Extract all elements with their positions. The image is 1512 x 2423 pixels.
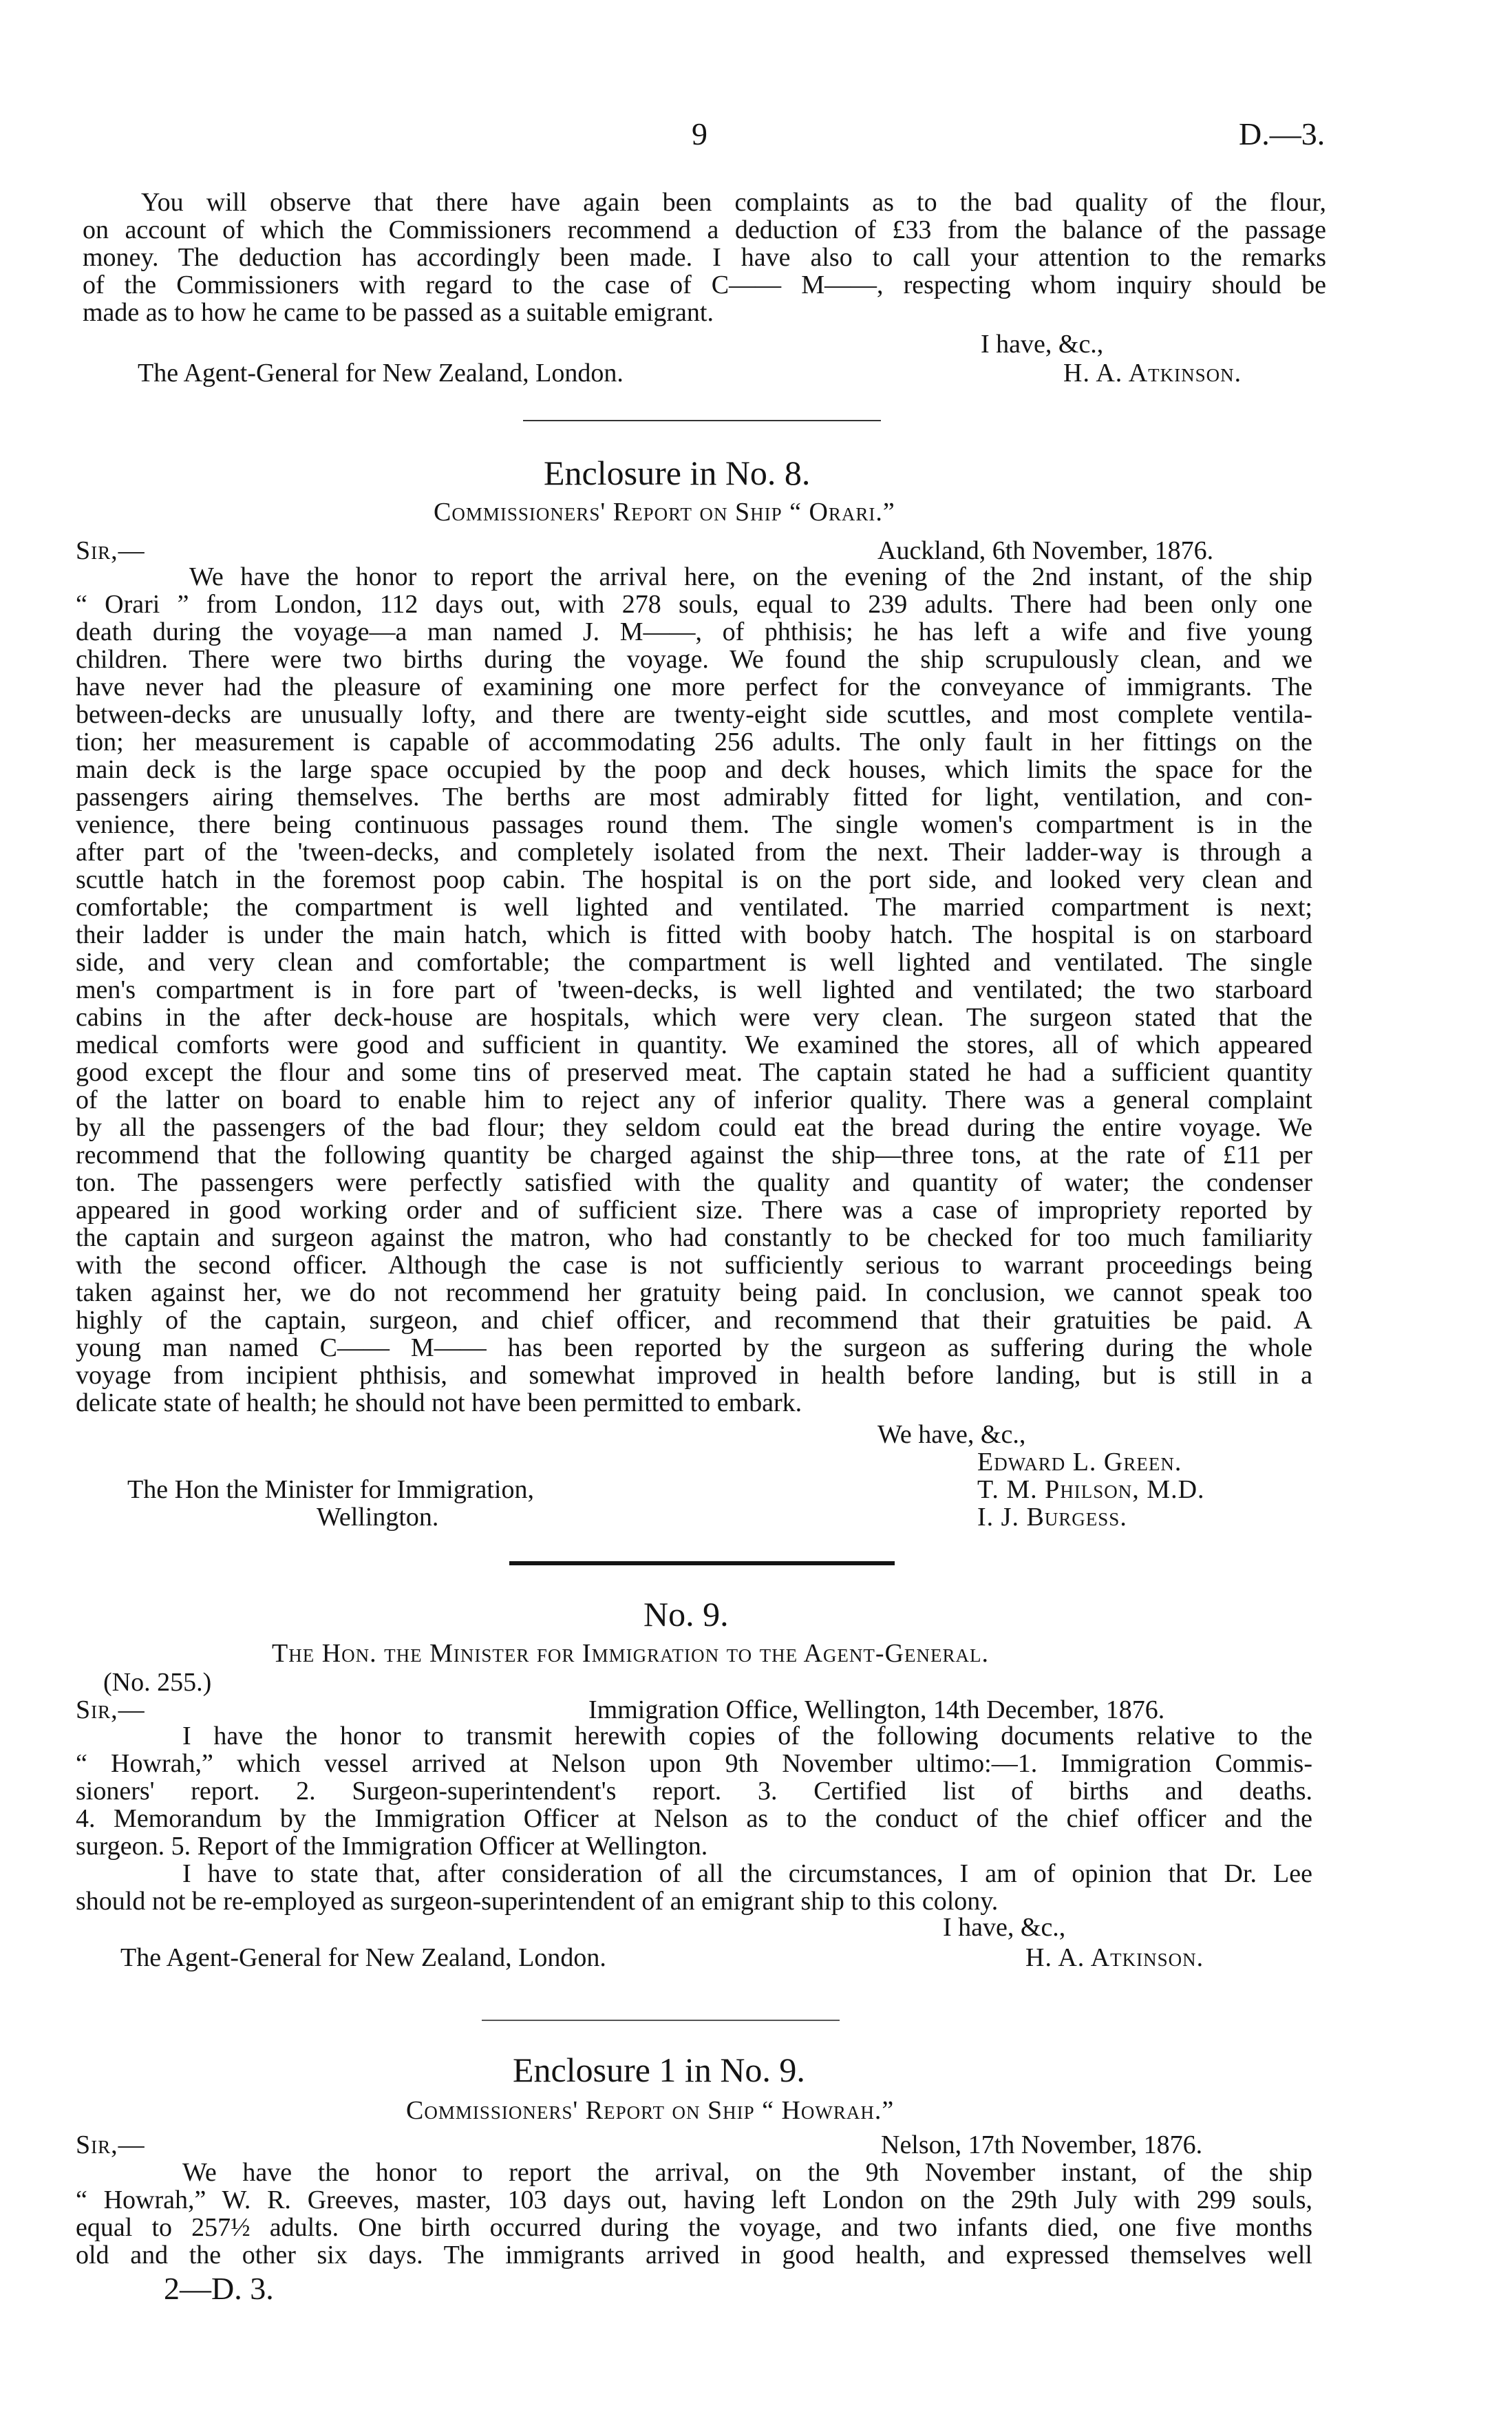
letter-addressee: The Agent-General for New Zealand, London.	[120, 1943, 606, 1972]
body-line: should not be re-employed as surgeon-superintendent of an emigrant ship to this colony.	[76, 1887, 999, 1916]
letter-closing: I have, &c.,	[981, 330, 1104, 359]
letter-addressee: The Agent-General for New Zealand, London.	[138, 359, 624, 388]
letter-addressee: The Hon the Minister for Immigration,	[127, 1475, 534, 1504]
body-line: equal to 257½ adults. One birth occurred during the voyage, and two infants died, one five months	[76, 2213, 1312, 2242]
section-heading: Enclosure in No. 8.	[544, 454, 811, 492]
body-line: death during the voyage—a man named J. M——, of phthisis; he has left a wife and five young	[76, 617, 1312, 646]
body-line: medical comforts were good and sufficient in quantity. We examined the stores, all of which appeared	[76, 1030, 1312, 1059]
body-line: of the latter on board to enable him to reject any of inferior quality. There was a general complaint	[76, 1086, 1312, 1114]
body-line: We have the honor to report the arrival, on the 9th November instant, of the ship	[182, 2158, 1312, 2187]
body-line: 4. Memorandum by the Immigration Officer at Nelson as to the conduct of the chief officer and the	[76, 1804, 1312, 1833]
body-line: between-decks are unusually lofty, and there are twenty-eight side scuttles, and most complete ventila-	[76, 700, 1312, 729]
body-line: “ Howrah,” which vessel arrived at Nelson upon 9th November ultimo:—1. Immigration Commis-	[76, 1749, 1312, 1778]
place-date: Nelson, 17th November, 1876.	[881, 2130, 1203, 2159]
body-line: ton. The passengers were perfectly satisfied with the quality and quantity of water; the condenser	[76, 1168, 1312, 1197]
body-line: I have the honor to transmit herewith copies of the following documents relative to the	[182, 1722, 1312, 1750]
body-line: recommend that the following quantity be charged against the ship—three tons, at the rate of £11 per	[76, 1141, 1312, 1170]
body-line: old and the other six days. The immigrants arrived in good health, and expressed themselves well	[76, 2241, 1312, 2269]
letter-closing: I have, &c.,	[943, 1913, 1066, 1942]
body-line: with the second officer. Although the case is not sufficiently serious to warrant proceedings being	[76, 1251, 1312, 1280]
signatory: Edward L. Green.	[977, 1448, 1182, 1477]
body-line: “ Howrah,” W. R. Greeves, master, 103 days out, having left London on the 29th July with 299 souls,	[76, 2186, 1312, 2214]
body-line: “ Orari ” from London, 112 days out, with 278 souls, equal to 239 adults. There had been only one	[76, 590, 1312, 619]
body-line: taken against her, we do not recommend her gratuity being paid. In conclusion, we cannot speak too	[76, 1278, 1312, 1307]
body-line: I have to state that, after consideration of all the circumstances, I am of opinion that Dr. Lee	[182, 1859, 1312, 1888]
section-subtitle: Commissioners' Report on Ship “ Orari.”	[434, 498, 895, 527]
body-line: delicate state of health; he should not have been permitted to embark.	[76, 1388, 802, 1417]
salutation: Sir,—	[76, 2130, 145, 2159]
place-date: Auckland, 6th November, 1876.	[877, 536, 1214, 565]
body-line: appeared in good working order and of sufficient size. There was a case of impropriety reported by	[76, 1196, 1312, 1225]
place-date: Immigration Office, Wellington, 14th December, 1876.	[588, 1695, 1165, 1724]
body-line: voyage from incipient phthisis, and somewhat improved in health before landing, but is still in a	[76, 1361, 1312, 1390]
body-line: passengers airing themselves. The berths are most admirably fitted for light, ventilation, and con-	[76, 783, 1312, 812]
section-divider	[509, 1561, 895, 1565]
body-line: children. There were two births during the voyage. We found the ship scrupulously clean, and we	[76, 645, 1312, 674]
body-line: after part of the 'tween-decks, and completely isolated from the next. Their ladder-way is through a	[76, 838, 1312, 867]
letter-signature: H. A. Atkinson.	[1063, 359, 1242, 388]
section-divider	[482, 2020, 840, 2021]
document-reference: D.—3.	[1239, 116, 1325, 151]
body-line: highly of the captain, surgeon, and chief officer, and recommend that their gratuities be paid. A	[76, 1306, 1312, 1335]
body-line: good except the flour and some tins of preserved meat. The captain stated he had a sufficient quantity	[76, 1058, 1312, 1087]
signatory: T. M. Philson, M.D.	[977, 1475, 1205, 1504]
page-number: 9	[692, 116, 707, 151]
body-line: sioners' report. 2. Surgeon-superintendent's report. 3. Certified list of births and deaths.	[76, 1777, 1312, 1806]
letter-signature: H. A. Atkinson.	[1025, 1943, 1204, 1972]
document-reference-number: (No. 255.)	[103, 1668, 212, 1697]
body-line: men's compartment is in fore part of 'tween-decks, is well lighted and ventilated; the two starboard	[76, 975, 1312, 1004]
signatory: I. J. Burgess.	[977, 1503, 1127, 1532]
section-heading: Enclosure 1 in No. 9.	[513, 2051, 805, 2089]
body-line: their ladder is under the main hatch, which is fitted with booby hatch. The hospital is on starboard	[76, 920, 1312, 949]
body-line: main deck is the large space occupied by the poop and deck houses, which limits the space for the	[76, 755, 1312, 784]
body-line: comfortable; the compartment is well lighted and ventilated. The married compartment is next;	[76, 893, 1312, 922]
signature-mark: 2—D. 3.	[164, 2271, 274, 2306]
salutation: Sir,—	[76, 536, 145, 565]
section-subtitle: Commissioners' Report on Ship “ Howrah.”	[406, 2096, 895, 2125]
body-line: We have the honor to report the arrival here, on the evening of the 2nd instant, of the ship	[189, 562, 1312, 591]
body-line: side, and very clean and comfortable; the compartment is well lighted and ventilated. The single	[76, 948, 1312, 977]
letter-addressee: Wellington.	[317, 1503, 439, 1532]
body-line: tion; her measurement is capable of accommodating 256 adults. The only fault in her fittings on the	[76, 728, 1312, 756]
section-subtitle: The Hon. the Minister for Immigration to the Agent-General.	[272, 1639, 989, 1668]
body-line: surgeon. 5. Report of the Immigration Officer at Wellington.	[76, 1832, 708, 1861]
section-divider	[523, 420, 881, 421]
body-line: have never had the pleasure of examining one more perfect for the conveyance of immigrants. The	[76, 673, 1312, 701]
body-line: of the Commissioners with regard to the case of C—— M——, respecting whom inquiry should be	[83, 271, 1326, 299]
body-line: made as to how he came to be passed as a suitable emigrant.	[83, 298, 714, 327]
body-line: by all the passengers of the bad flour; they seldom could eat the bread during the entire voyage. We	[76, 1113, 1312, 1142]
body-line: scuttle hatch in the foremost poop cabin. The hospital is on the port side, and looked very clean and	[76, 865, 1312, 894]
body-line: You will observe that there have again been complaints as to the bad quality of the flour,	[141, 188, 1326, 217]
body-line: money. The deduction has accordingly been made. I have also to call your attention to the remarks	[83, 243, 1326, 272]
body-line: the captain and surgeon against the matron, who had constantly to be checked for too much familiarity	[76, 1223, 1312, 1252]
section-heading: No. 9.	[643, 1595, 729, 1633]
body-line: young man named C—— M—— has been reported by the surgeon as suffering during the whole	[76, 1333, 1312, 1362]
body-line: on account of which the Commissioners recommend a deduction of £33 from the balance of the passage	[83, 215, 1326, 244]
body-line: venience, there being continuous passages round them. The single women's compartment is in the	[76, 810, 1312, 839]
body-line: cabins in the after deck-house are hospitals, which were very clean. The surgeon stated that the	[76, 1003, 1312, 1032]
salutation: Sir,—	[76, 1695, 145, 1724]
letter-closing: We have, &c.,	[877, 1420, 1026, 1449]
